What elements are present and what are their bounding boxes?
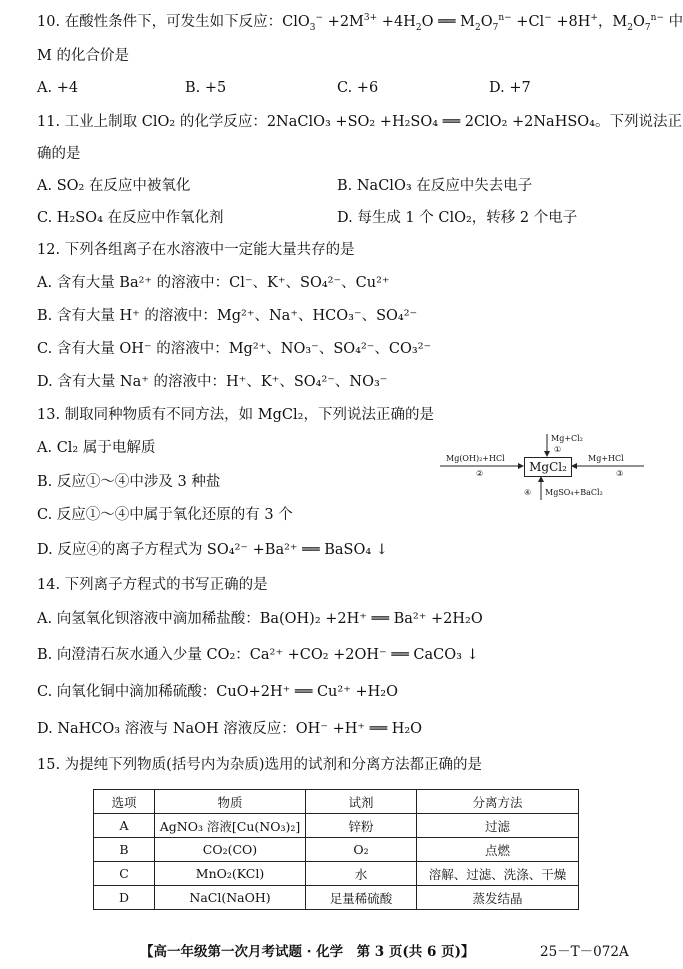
q10-line2: M 的化合价是 xyxy=(37,48,129,64)
q13-option-d: D. 反应④的离子方程式为 SO₄²⁻ +Ba²⁺ ══ BaSO₄ ↓ xyxy=(37,542,388,558)
table-cell: CO₂(CO) xyxy=(155,838,306,862)
q12-stem: 12. 下列各组离子在水溶液中一定能大量共存的是 xyxy=(37,242,355,258)
table-cell: O₂ xyxy=(306,838,417,862)
q10-option-c: C. +6 xyxy=(337,80,379,96)
table-header-row xyxy=(94,790,579,814)
label-right-num: ③ xyxy=(616,469,624,478)
table-row xyxy=(94,814,579,838)
table-row xyxy=(94,862,579,886)
q14-option-b: B. 向澄清石灰水通入少量 CO₂：Ca²⁺ +CO₂ +2OH⁻ ══ CaCO₃ ↓ xyxy=(37,647,479,663)
table-header: 分离方法 xyxy=(417,790,579,814)
table-cell: 过滤 xyxy=(417,814,579,838)
q14-stem: 14. 下列离子方程式的书写正确的是 xyxy=(37,577,268,593)
label-bottom-num: ④ xyxy=(524,488,532,497)
q13-option-b: B. 反应①～④中涉及 3 种盐 xyxy=(37,474,221,490)
label-top: Mg+Cl₂ xyxy=(551,434,583,443)
q14-option-a: A. 向氢氧化钡溶液中滴加稀盐酸：Ba(OH)₂ +2H⁺ ══ Ba²⁺ +2H₂O xyxy=(37,611,483,627)
table-header: 物质 xyxy=(155,790,306,814)
label-left: Mg(OH)₂+HCl xyxy=(446,454,505,463)
q14-option-d: D. NaHCO₃ 溶液与 NaOH 溶液反应：OH⁻ +H⁺ ══ H₂O xyxy=(37,721,423,737)
mgcl2-reaction-diagram xyxy=(440,432,644,502)
q11-line1: 11. 工业上制取 ClO₂ 的化学反应：2NaClO₃ +SO₂ +H₂SO₄ ══ 2ClO₂ +2NaHSO₄。下列说法正 xyxy=(37,114,682,130)
q12-option-b: B. 含有大量 H⁺ 的溶液中：Mg²⁺、Na⁺、HCO₃⁻、SO₄²⁻ xyxy=(37,308,418,324)
q11-option-b: B. NaClO₃ 在反应中失去电子 xyxy=(337,178,533,194)
q10-option-a: A. +4 xyxy=(37,80,79,96)
table-cell: 点燃 xyxy=(417,838,579,862)
q14-option-c: C. 向氧化铜中滴加稀硫酸：CuO+2H⁺ ══ Cu²⁺ +H₂O xyxy=(37,684,398,700)
q13-stem: 13. 制取同种物质有不同方法，如 MgCl₂，下列说法正确的是 xyxy=(37,407,434,423)
table-cell: A xyxy=(94,814,155,838)
label-right: Mg+HCl xyxy=(588,454,624,463)
table-cell: 蒸发结晶 xyxy=(417,886,579,910)
table-cell: 锌粉 xyxy=(306,814,417,838)
mgcl2-box: MgCl₂ xyxy=(524,457,572,477)
q15-table xyxy=(93,789,579,910)
q12-option-c: C. 含有大量 OH⁻ 的溶液中：Mg²⁺、NO₃⁻、SO₄²⁻、CO₃²⁻ xyxy=(37,341,432,357)
q11-option-a: A. SO₂ 在反应中被氧化 xyxy=(37,178,191,194)
q13-option-a: A. Cl₂ 属于电解质 xyxy=(37,440,156,456)
q10-line1: 10. 在酸性条件下，可发生如下反应：$ClO_3^- +2M^{3+} +4H_2O$ ══ $M_2O_7^{n-} +Cl^- +8H^+$，$M_2O_7^{n-}$ 中 xyxy=(37,13,683,33)
table-cell: 水 xyxy=(306,862,417,886)
q13-option-c: C. 反应①～④中属于氧化还原的有 3 个 xyxy=(37,507,293,523)
paper-code: 25－T－072A xyxy=(540,944,629,960)
table-cell: AgNO₃ 溶液[Cu(NO₃)₂] xyxy=(155,814,306,838)
q15-stem: 15. 为提纯下列物质(括号内为杂质)选用的试剂和分离方法都正确的是 xyxy=(37,757,482,773)
table-cell: B xyxy=(94,838,155,862)
q10-option-b: B. +5 xyxy=(185,80,227,96)
q12-option-a: A. 含有大量 Ba²⁺ 的溶液中：Cl⁻、K⁺、SO₄²⁻、Cu²⁺ xyxy=(37,275,390,291)
table-cell: D xyxy=(94,886,155,910)
table-header: 选项 xyxy=(94,790,155,814)
table-cell: NaCl(NaOH) xyxy=(155,886,306,910)
table-row xyxy=(94,886,579,910)
label-left-num: ② xyxy=(476,469,484,478)
table-cell: 溶解、过滤、洗涤、干燥 xyxy=(417,862,579,886)
table-cell: C xyxy=(94,862,155,886)
q11-option-c: C. H₂SO₄ 在反应中作氧化剂 xyxy=(37,210,224,226)
table-row xyxy=(94,838,579,862)
q11-line2: 确的是 xyxy=(37,146,81,162)
q12-option-d: D. 含有大量 Na⁺ 的溶液中：H⁺、K⁺、SO₄²⁻、NO₃⁻ xyxy=(37,374,388,390)
table-header: 试剂 xyxy=(306,790,417,814)
table-cell: 足量稀硫酸 xyxy=(306,886,417,910)
page-footer: 【高一年级第一次月考试题 · 化学 第 3 页(共 6 页)】 xyxy=(140,944,475,960)
table-cell: MnO₂(KCl) xyxy=(155,862,306,886)
q11-option-d: D. 每生成 1 个 ClO₂，转移 2 个电子 xyxy=(337,210,578,226)
q10-option-d: D. +7 xyxy=(489,80,531,96)
label-top-num: ① xyxy=(554,445,562,454)
label-bottom: MgSO₄+BaCl₂ xyxy=(545,488,603,497)
